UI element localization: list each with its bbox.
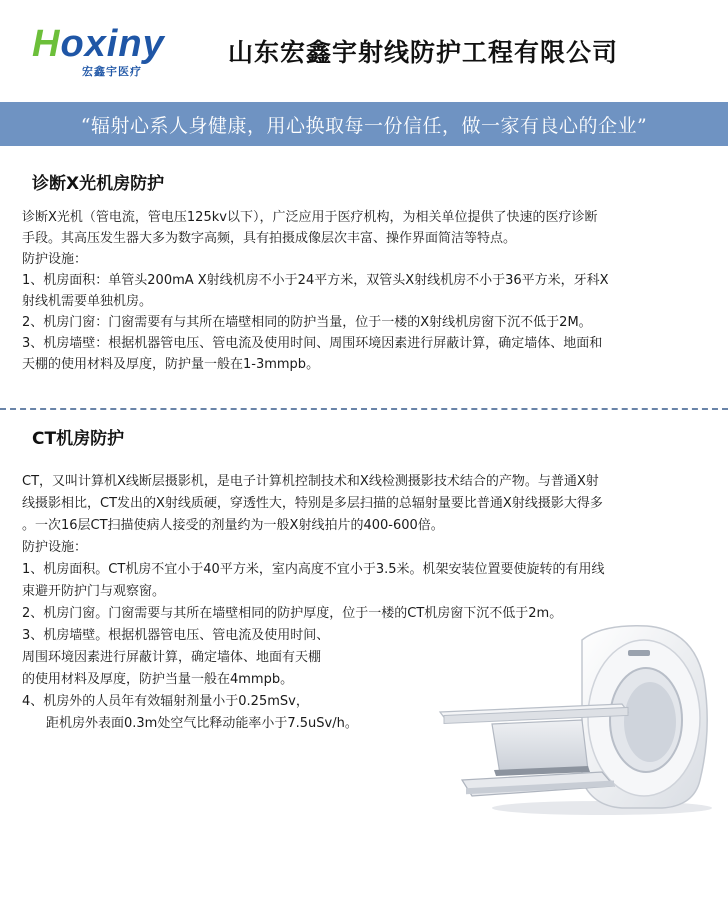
logo-subtext: 宏鑫宇医疗 [82,65,142,78]
ct-item-4-line-1: 4、机房外的人员年有效辐射剂量小于0.25mSv， [22,694,309,709]
slogan-text: “辐射心系人身健康，用心换取每一份信任，做一家有良心的企业” [80,114,648,137]
xray-item-3-line-1: 3、机房墙壁：根据机器管电压、管电流及使用时间、周围环境因素进行屏蔽计算，确定墙体、地面和 [22,336,603,351]
ct-item-4-line-2: 距机房外表面0.3m处空气比释动能率小于7.5uSv/h。 [46,716,358,731]
xray-item-3-line-2: 天棚的使用材料及厚度，防护量一般在1-3mmpb。 [22,357,320,372]
ct-intro-line-2: 线摄影相比，CT发出的X射线质硬，穿透性大，特别是多层扫描的总辐射量要比普通X射线摄影大得多 [22,496,603,511]
ct-item-3-line-2: 周围环境因素进行屏蔽计算，确定墙体、地面有天棚 [22,650,322,665]
section-title-xray: 诊断X光机房防护 [32,174,165,194]
xray-item-1-line-1: 1、机房面积：单管头200mA X射线机房不小于24平方米，双管头X射线机房不小于36平方米，牙科X [22,273,609,288]
company-name: 山东宏鑫宇射线防护工程有限公司 [228,38,619,67]
ct-measures-label: 防护设施： [22,540,88,555]
xray-intro-line-1: 诊断X光机（管电流，管电压125kv以下），广泛应用于医疗机构，为相关单位提供了快速的医疗诊断 [22,210,598,225]
ct-item-3-line-1: 3、机房墙壁。根据机器管电压、管电流及使用时间、 [22,628,330,643]
xray-measures-label: 防护设施： [22,252,88,267]
xray-item-2: 2、机房门窗：门窗需要有与其所在墙壁相同的防护当量，位于一楼的X射线机房窗下沉不低于2M。 [22,315,592,330]
ct-item-1-line-1: 1、机房面积。CT机房不宜小于40平方米，室内高度不宜小于3.5米。机架安装位置要使旋转的有用线 [22,562,605,577]
slogan-banner [0,102,728,146]
page-header [0,0,728,100]
logo-wordmark: Hoxiny [32,23,165,65]
xray-intro-line-2: 手段。其高压发生器大多为数字高频，具有拍摄成像层次丰富、操作界面简洁等特点。 [22,231,517,246]
ct-scanner-image [432,620,718,816]
xray-item-1-line-2: 射线机需要单独机房。 [22,294,153,309]
ct-item-3-line-3: 的使用材料及厚度，防护当量一般在4mmpb。 [22,672,294,687]
ct-intro-line-1: CT，又叫计算机X线断层摄影机，是电子计算机控制技术和X线检测摄影技术结合的产物。与普通X射 [22,474,599,489]
company-logo [32,22,192,82]
section-divider [0,408,728,410]
ct-item-2: 2、机房门窗。门窗需要与其所在墙壁相同的防护厚度，位于一楼的CT机房窗下沉不低于2m。 [22,606,563,621]
section-title-ct: CT机房防护 [32,429,125,449]
ct-intro-line-3: 。一次16层CT扫描使病人接受的剂量约为一般X射线拍片的400-600倍。 [22,518,444,533]
ct-item-1-line-2: 束避开防护门与观察窗。 [22,584,166,599]
